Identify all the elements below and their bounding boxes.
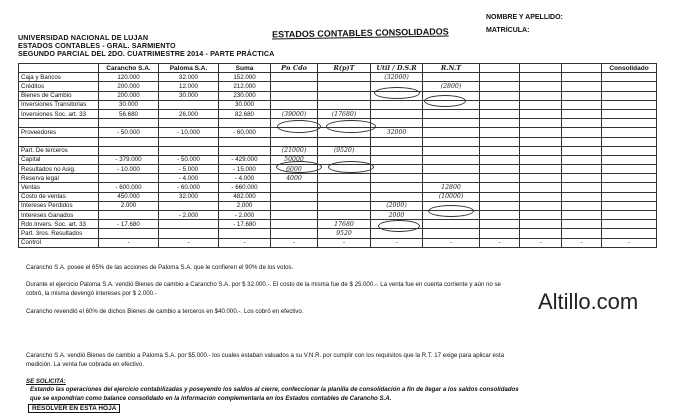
row-label [19,137,99,146]
table-row [19,220,657,229]
cell-paloma [159,119,219,128]
cell-adjustment [480,119,520,128]
cell-carancho [99,229,159,238]
cell-adjustment [480,192,520,201]
table-row [19,183,657,192]
cell-adjustment [602,137,657,146]
cell-adjustment [602,128,657,137]
cell-carancho: - 17.680 [99,220,159,229]
table-header-row [19,64,657,73]
cell-adjustment [562,183,602,192]
cell-adjustment [318,201,371,210]
cell-paloma [159,146,219,155]
row-label: Proveedores [19,128,99,137]
row-label: Capital [19,155,99,164]
cell-carancho: - 10.000 [99,165,159,174]
cell-adjustment: (17680) [318,109,371,118]
row-label: Rdo.Invers. Soc. art. 33 [19,220,99,229]
table-row [19,174,657,183]
cell-adjustment [271,229,318,238]
cell-adjustment [562,165,602,174]
cell-adjustment: (39000) [271,109,318,118]
cell-carancho [99,119,159,128]
cell-adjustment [371,155,423,164]
cell-adjustment [480,82,520,91]
cell-paloma: 32.000 [159,192,219,201]
cell-adjustment [371,174,423,183]
table-row [19,100,657,109]
cell-adjustment [602,183,657,192]
cell-adjustment [562,128,602,137]
row-label: Ventas [19,183,99,192]
cell-adjustment: (2000) [371,201,423,210]
cell-adjustment [423,174,480,183]
circle-mark [374,87,420,99]
cell-adjustment [480,73,520,82]
cell-adjustment [520,109,562,118]
cell-adjustment: (32000) [371,73,423,82]
row-label [19,119,99,128]
cell-adjustment [480,128,520,137]
row-label: Inversiones Soc. art. 33 [19,109,99,118]
cell-adjustment: 4000 [271,174,318,183]
cell-adjustment [480,91,520,100]
cell-paloma: 26.000 [159,109,219,118]
cell-adjustment: 12800 [423,183,480,192]
row-label: Caja y Bancos [19,73,99,82]
cell-adjustment [271,211,318,220]
cell-adjustment [480,109,520,118]
cell-suma: 30.000 [219,100,271,109]
cell-adjustment [423,119,480,128]
cell-adjustment [271,82,318,91]
cell-paloma [159,137,219,146]
cell-adjustment: (2800) [423,82,480,91]
circle-mark [428,205,474,217]
cell-paloma: 30.000 [159,91,219,100]
row-label: Intereses Ganados [19,211,99,220]
cell-adjustment [480,183,520,192]
cell-suma: 482.000 [219,192,271,201]
text-vnr-line2: medición. La venta fue cobrada en efectivo. [26,361,144,368]
cell-adjustment [423,155,480,164]
cell-adjustment: 9520 [318,229,371,238]
table-row [19,109,657,118]
cell-paloma: - 60.000 [159,183,219,192]
cell-adjustment [562,220,602,229]
cell-adjustment [371,100,423,109]
text-resale: Carancho revendió el 60% de dichos Bienes de cambio a terceros en $40.000.-. Los cobró en efectivo. [26,308,304,315]
cell-adjustment [480,165,520,174]
cell-adjustment [520,128,562,137]
cell-adjustment [480,155,520,164]
cell-suma: - 4.000 [219,174,271,183]
cell-adjustment [271,183,318,192]
cell-adjustment [602,201,657,210]
sheet-title: ESTADOS CONTABLES CONSOLIDADOS [271,26,449,40]
header-cell [19,64,99,73]
cell-paloma: 12.000 [159,82,219,91]
table-row [19,146,657,155]
row-label: Reserva legal [19,174,99,183]
cell-adjustment [562,91,602,100]
cell-adjustment [602,91,657,100]
row-label: Part. De terceros [19,146,99,155]
cell-adjustment [423,229,480,238]
cell-suma: 152.000 [219,73,271,82]
cell-adjustment [480,100,520,109]
cell-adjustment [562,146,602,155]
row-label: Part. 3ros. Resultados [19,229,99,238]
cell-adjustment [602,73,657,82]
table-row [19,238,657,247]
cell-adjustment [480,220,520,229]
text-ownership: Carancho S.A. posee el 65% de las acciones de Paloma S.A. que le confieren el 90% de los votos. [26,264,294,271]
circle-mark [424,95,466,107]
cell-suma [219,229,271,238]
cell-adjustment [520,82,562,91]
cell-adjustment [520,165,562,174]
cell-adjustment [318,183,371,192]
cell-adjustment [602,82,657,91]
cell-adjustment [318,192,371,201]
cell-adjustment [480,146,520,155]
circle-mark [276,161,322,173]
header-suma: Suma [219,64,271,73]
cell-adjustment [480,201,520,210]
cell-adjustment [602,220,657,229]
table-row [19,91,657,100]
cell-adjustment [271,100,318,109]
cell-adjustment: (10000) [423,192,480,201]
table-row [19,211,657,220]
row-label: Bienes de Cambio [19,91,99,100]
cell-paloma: 32.000 [159,73,219,82]
cell-adjustment [602,192,657,201]
exam-title: SEGUNDO PARCIAL DEL 2DO. CUATRIMESTRE 2014 - PARTE PRÁCTICA [18,49,275,58]
cell-suma [219,119,271,128]
text-sale-line2: cobró, la misma devengó intereses por $ 2.000.- [26,290,157,297]
cell-adjustment [271,201,318,210]
cell-suma [219,137,271,146]
cell-adjustment [318,211,371,220]
cell-paloma: - 2.000 [159,211,219,220]
cell-adjustment: (21000) [271,146,318,155]
cell-paloma: - 5.000 [159,165,219,174]
row-label: Control [19,238,99,247]
cell-carancho: 56.680 [99,109,159,118]
consolidation-worksheet [18,63,657,248]
task-line2: que se expondrían como balance consolidado en la información complementaria en los Estados contables de Carancho S.A. [30,395,392,402]
cell-adjustment: - [562,238,602,247]
cell-carancho [99,137,159,146]
cell-paloma: - 4.000 [159,174,219,183]
cell-adjustment [318,100,371,109]
cell-adjustment [480,174,520,183]
row-label: Inversiones Transitorias [19,100,99,109]
cell-adjustment [562,137,602,146]
cell-adjustment: 17680 [318,220,371,229]
cell-suma [219,146,271,155]
cell-adjustment [602,174,657,183]
cell-adjustment [423,109,480,118]
cell-adjustment [520,91,562,100]
table-row [19,192,657,201]
cell-adjustment [602,211,657,220]
cell-paloma [159,220,219,229]
cell-suma: - 429.000 [219,155,271,164]
cell-adjustment [480,211,520,220]
cell-carancho: - 600.000 [99,183,159,192]
cell-adjustment [562,73,602,82]
cell-adjustment [371,119,423,128]
cell-adjustment [371,109,423,118]
cell-adjustment [423,165,480,174]
cell-adjustment [562,211,602,220]
cell-adjustment: - [520,238,562,247]
cell-adjustment [318,82,371,91]
cell-adjustment [318,137,371,146]
cell-adjustment [602,155,657,164]
cell-adjustment: 32000 [371,128,423,137]
row-label: Intereses Perdidos [19,201,99,210]
cell-adjustment [520,174,562,183]
cell-adjustment [562,82,602,91]
circle-mark [277,120,321,133]
watermark-logo: Altillo.com [538,289,639,314]
cell-adjustment [602,100,657,109]
header-carancho: Carancho S.A. [99,64,159,73]
cell-adjustment [520,211,562,220]
cell-adjustment [562,201,602,210]
cell-adjustment [520,119,562,128]
cell-adjustment [520,146,562,155]
task-line1: Estando las operaciones del ejercicio contabilizadas y poseyendo los saldos al cierre, confeccionar la planilla de consolidación a fin de llegar a los saldos consolidados [30,386,519,393]
cell-adjustment [318,174,371,183]
table-row [19,137,657,146]
cell-carancho: - [99,238,159,247]
header-blank-1 [480,64,520,73]
cell-paloma [159,201,219,210]
cell-adjustment [602,109,657,118]
header-consolidado: Consolidado [602,64,657,73]
cell-adjustment [562,192,602,201]
cell-adjustment: - [423,238,480,247]
cell-paloma: - [159,238,219,247]
cell-adjustment [520,192,562,201]
cell-adjustment [520,100,562,109]
cell-paloma: - 10.000 [159,128,219,137]
cell-carancho: 200.000 [99,82,159,91]
cell-adjustment [520,155,562,164]
cell-carancho [99,146,159,155]
cell-adjustment [562,174,602,183]
cell-adjustment: - [602,238,657,247]
cell-carancho: 30.000 [99,100,159,109]
cell-suma: - 60.000 [219,128,271,137]
cell-adjustment [520,183,562,192]
cell-adjustment [562,100,602,109]
header-rnt: R.N.T [423,64,480,73]
cell-carancho: - 50.000 [99,128,159,137]
cell-adjustment: - [318,238,371,247]
cell-adjustment [271,73,318,82]
cell-adjustment [602,229,657,238]
table-row [19,229,657,238]
header-blank-2 [520,64,562,73]
cell-adjustment [423,220,480,229]
header-paloma: Paloma S.A. [159,64,219,73]
cell-adjustment: 50000 [271,155,318,164]
cell-adjustment [423,128,480,137]
cell-adjustment [371,183,423,192]
cell-adjustment [271,220,318,229]
cell-adjustment: (9520) [318,146,371,155]
se-solicita-heading: SE SOLICITA: [26,378,66,385]
header-blank-3 [562,64,602,73]
row-label: Créditos [19,82,99,91]
cell-adjustment [602,165,657,174]
cell-adjustment [318,91,371,100]
cell-suma: - 660.000 [219,183,271,192]
cell-suma: - 17.680 [219,220,271,229]
cell-carancho: 2.000 [99,201,159,210]
cell-adjustment [371,146,423,155]
cell-adjustment [520,201,562,210]
cell-adjustment [602,119,657,128]
header-util-dsr: Util / D.S.R [371,64,423,73]
cell-adjustment: - [271,238,318,247]
cell-adjustment [562,109,602,118]
table-row [19,82,657,91]
text-vnr-line1: Carancho S.A. vendió Bienes de cambio a Paloma S.A. por $5.000.- los cuales estaban valuados a su V.N.R. por cumplir con los requisitos que la R.T. 17 exige para aplicar esta [26,352,505,359]
circle-mark [326,120,376,133]
cell-paloma: - 50.000 [159,155,219,164]
cell-adjustment [423,137,480,146]
cell-adjustment [480,137,520,146]
cell-carancho: 450.000 [99,192,159,201]
cell-suma: 230.000 [219,91,271,100]
cell-adjustment [371,165,423,174]
cell-carancho [99,211,159,220]
circle-mark [328,161,374,173]
cell-adjustment [562,229,602,238]
circle-mark [378,220,420,232]
cell-carancho: 200.000 [99,91,159,100]
cell-suma: 212.000 [219,82,271,91]
cell-adjustment: 6000 [271,165,318,174]
cell-suma: - [219,238,271,247]
cell-suma: 82.680 [219,109,271,118]
cell-carancho [99,174,159,183]
cell-adjustment [602,146,657,155]
text-sale-line1: Durante el ejercicio Paloma S.A. vendió Bienes de cambio a Carancho S.A. por $ 32.000.-. El costo de la misma fue de $ 25.000.-. La venta fue en cuenta corriente y aún no se [26,281,501,288]
cell-adjustment [423,73,480,82]
cell-adjustment [520,137,562,146]
cell-adjustment [271,91,318,100]
cell-adjustment [520,229,562,238]
cell-adjustment [520,220,562,229]
row-label: Resultados no Asig. [19,165,99,174]
cell-adjustment [371,137,423,146]
cell-adjustment [562,119,602,128]
cell-adjustment [271,137,318,146]
subject-name: ESTADOS CONTABLES - GRAL. SARMIENTO [18,41,176,50]
cell-paloma [159,229,219,238]
university-name: UNIVERSIDAD NACIONAL DE LUJAN [18,33,149,42]
cell-adjustment [318,73,371,82]
row-label: Costo de ventas [19,192,99,201]
cell-paloma [159,100,219,109]
cell-adjustment: 2000 [371,211,423,220]
cell-adjustment [562,155,602,164]
table-row [19,73,657,82]
cell-suma: - 15.000 [219,165,271,174]
cell-adjustment: - [371,238,423,247]
cell-carancho: 120.000 [99,73,159,82]
cell-carancho: - 379.000 [99,155,159,164]
header-rpt: R(p)T [318,64,371,73]
cell-suma: - 2.000 [219,211,271,220]
cell-adjustment: - [480,238,520,247]
cell-adjustment [271,192,318,201]
cell-adjustment [423,146,480,155]
name-label: NOMBRE Y APELLIDO: [486,14,563,21]
resolver-box: RESOLVER EN ESTA HOJA [28,404,120,413]
cell-adjustment [371,192,423,201]
id-label: MATRÍCULA: [486,27,530,34]
header-pn-cdo: Pn Cdo [271,64,318,73]
cell-adjustment [520,73,562,82]
cell-adjustment [480,229,520,238]
table-row [19,201,657,210]
cell-suma: 2.000 [219,201,271,210]
